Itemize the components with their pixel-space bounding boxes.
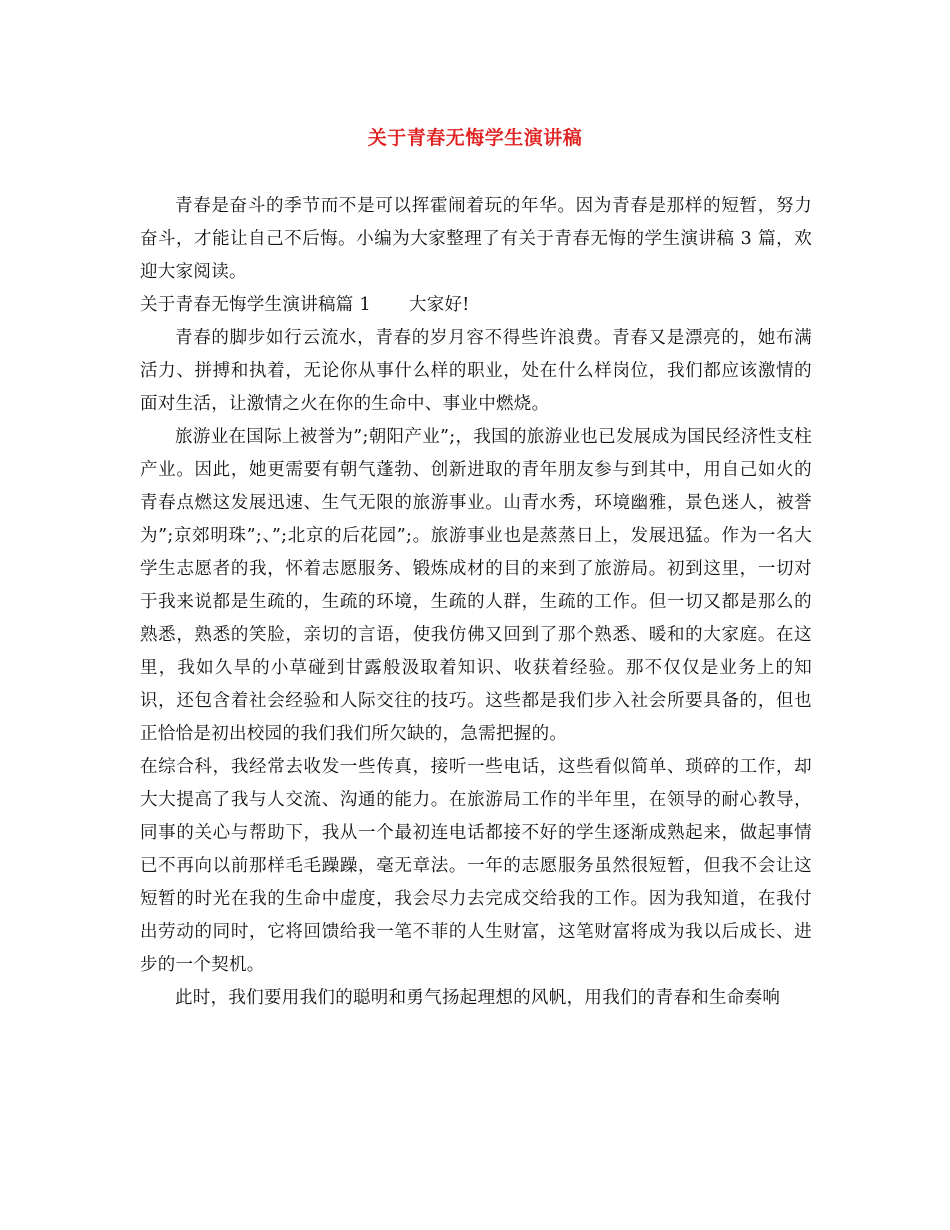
greeting: 大家好! bbox=[408, 295, 470, 315]
body-paragraph-2: 旅游业在国际上被誉为”;朝阳产业”;，我国的旅游业也已发展成为国民经济性支柱产业。因此，她更需要有朝气蓬勃、创新进取的青年朋友参与到其中，用自己如火的青春点燃这发展迅速、生气无限的旅游事业。山青水秀，环境幽雅，景色迷人，被誉为”;京郊明珠”;、”;北京的后花园”;。旅游事业也是蒸蒸日上，发展迅猛。作为一名大学生志愿者的我，怀着志愿服务、锻炼成材的目的来到了旅游局。初到这里，一切对于我来说都是生疏的，生疏的环境，生疏的人群，生疏的工作。但一切又都是那么的熟悉，熟悉的笑脸，亲切的言语，使我仿佛又回到了那个熟悉、暖和的大家庭。在这里，我如久旱的小草碰到甘露般汲取着知识、收获着经验。那不仅仅是业务上的知识，还包含着社会经验和人际交往的技巧。这些都是我们步入社会所要具备的，但也正恰恰是初出校园的我们我们所欠缺的，急需把握的。 bbox=[140, 427, 812, 744]
section-heading: 关于青春无悔学生演讲稿篇 1 bbox=[140, 295, 371, 315]
document-title: 关于青春无悔学生演讲稿 bbox=[367, 127, 583, 149]
body-paragraph-4: 此时，我们要用我们的聪明和勇气扬起理想的风帆，用我们的青春和生命奏响 bbox=[175, 988, 781, 1008]
intro-paragraph: 青春是奋斗的季节而不是可以挥霍闹着玩的年华。因为青春是那样的短暂，努力奋斗，才能让自己不后悔。小编为大家整理了有关于青春无悔的学生演讲稿 3 篇，欢迎大家阅读。 bbox=[140, 196, 812, 282]
body-paragraph-1: 青春的脚步如行云流水，青春的岁月容不得些许浪费。青春又是漂亮的，她布满活力、拼搏和执着，无论你从事什么样的职业，处在什么样岗位，我们都应该激情的面对生活，让激情之火在你的生命中、事业中燃烧。 bbox=[140, 328, 812, 414]
section-heading-line bbox=[140, 289, 812, 322]
body-paragraph-3: 在综合科，我经常去收发一些传真，接听一些电话，这些看似简单、琐碎的工作，却大大提高了我与人交流、沟通的能力。在旅游局工作的半年里，在领导的耐心教导，同事的关心与帮助下，我从一个最初连电话都接不好的学生逐渐成熟起来，做起事情已不再向以前那样毛毛躁躁，毫无章法。一年的志愿服务虽然很短暂，但我不会让这短暂的时光在我的生命中虚度，我会尽力去完成交给我的工作。因为我知道，在我付出劳动的同时，它将回馈给我一笔不菲的人生财富，这笔财富将成为我以后成长、进步的一个契机。 bbox=[140, 757, 812, 975]
document-body bbox=[140, 190, 812, 1015]
